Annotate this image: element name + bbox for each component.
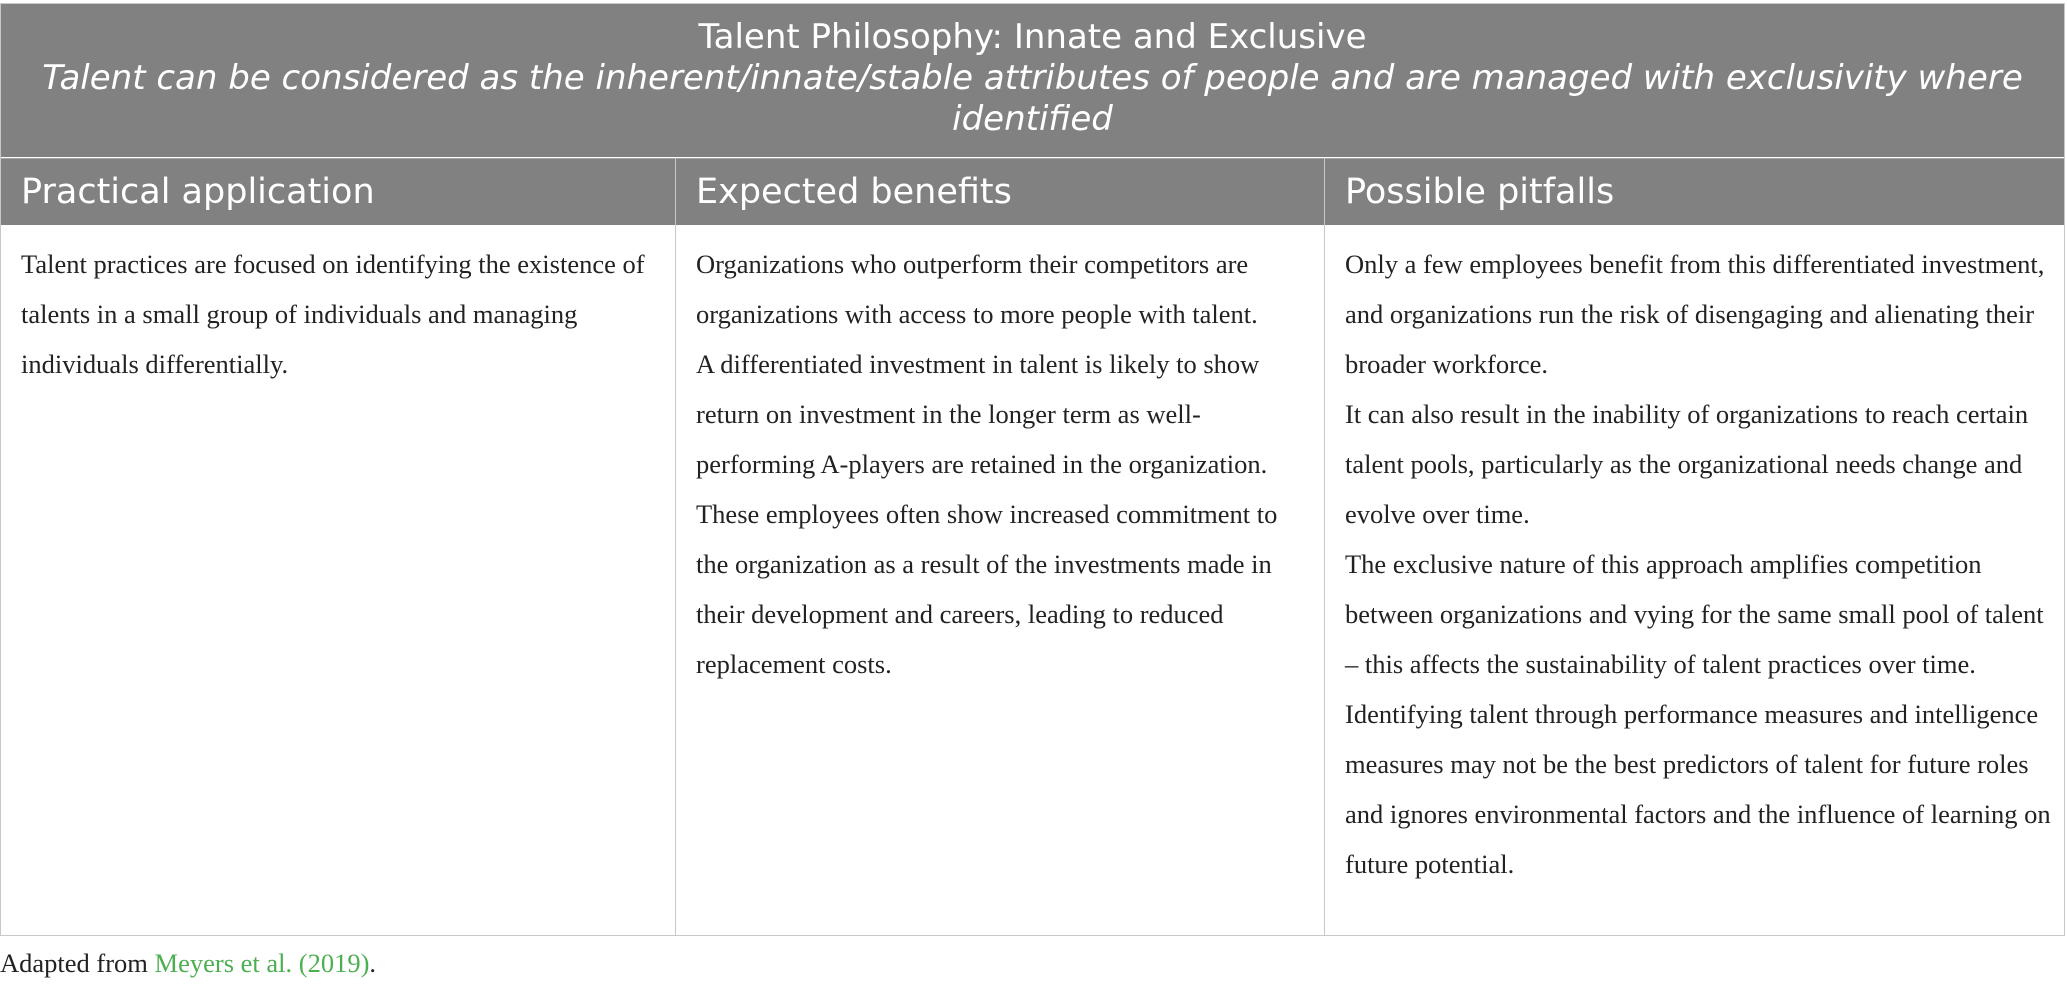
table-footnote xyxy=(0,946,376,980)
column-heading-practical-application: Practical application xyxy=(21,172,375,212)
column-heading-expected-benefits: Expected benefits xyxy=(696,172,1012,212)
column-divider xyxy=(675,158,676,936)
cell-paragraph: The exclusive nature of this approach amplifies competition between organizations and vying for the same small pool of talent – this affects the sustainability of talent practices over time. xyxy=(1345,549,2044,679)
cell-paragraph: It can also result in the inability of organizations to reach certain talent pools, particularly as the organizational needs change and evolve over time. xyxy=(1345,399,2029,529)
cell-paragraph: Organizations who outperform their competitors are organizations with access to more people with talent. xyxy=(696,249,1258,329)
cell-paragraph: Identifying talent through performance measures and intelligence measures may not be the best predictors of talent for future roles and ignores environmental factors and the influence of learning on future potential. xyxy=(1345,699,2051,879)
footnote-prefix: Adapted from xyxy=(0,948,155,978)
table-subtitle: Talent can be considered as the inherent/innate/stable attributes of people and are managed with exclusivity where identified xyxy=(42,58,2023,139)
column-divider xyxy=(1324,158,1325,936)
cell-possible-pitfalls xyxy=(1325,225,2065,936)
table-banner xyxy=(1,4,2064,157)
cell-paragraph: Only a few employees benefit from this differentiated investment, and organizations run the risk of disengaging and alienating their broader workforce. xyxy=(1345,249,2045,379)
cell-paragraph: Talent practices are focused on identifying the existence of talents in a small group of individuals and managing individuals differentially. xyxy=(21,249,645,379)
talent-philosophy-table xyxy=(0,3,2065,936)
table-body-row xyxy=(1,225,2064,936)
cell-paragraph: A differentiated investment in talent is likely to show return on investment in the longer term as well-performing A-players are retained in the organization. xyxy=(696,349,1268,479)
column-heading-possible-pitfalls: Possible pitfalls xyxy=(1345,172,1615,212)
footnote-suffix: . xyxy=(369,948,377,978)
table-title: Talent Philosophy: Innate and Exclusive xyxy=(698,17,1367,57)
column-header-row xyxy=(1,158,2064,225)
cell-paragraph: These employees often show increased commitment to the organization as a result of the investments made in their development and careers, leading to reduced replacement costs. xyxy=(696,499,1278,679)
cell-practical-application xyxy=(1,225,675,936)
citation-link[interactable]: Meyers et al. (2019) xyxy=(154,948,370,978)
cell-expected-benefits xyxy=(676,225,1324,936)
